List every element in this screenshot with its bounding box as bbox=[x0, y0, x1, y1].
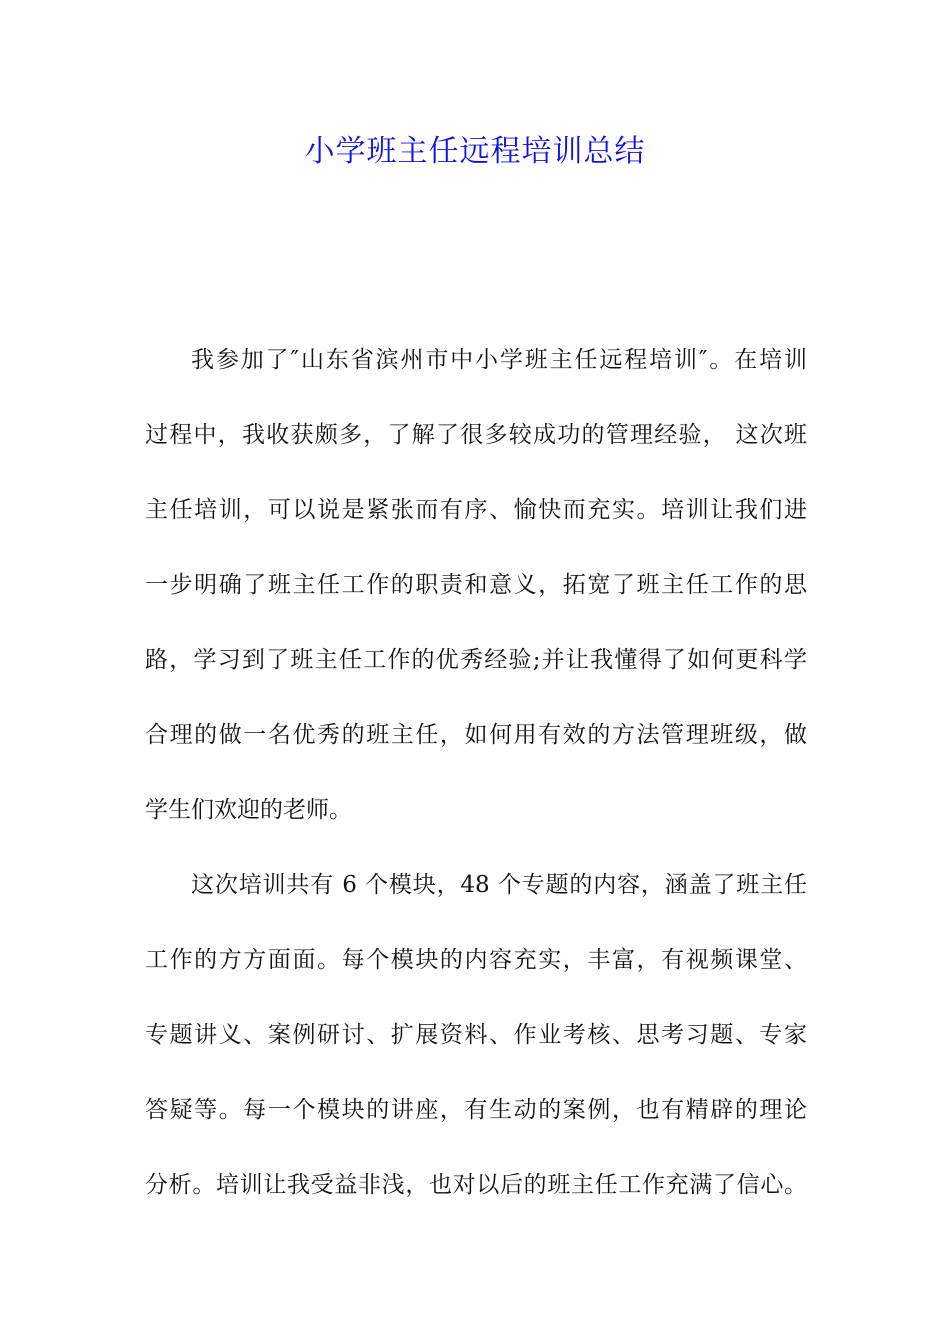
text-line: 分析。培训让我受益非浅，也对以后的班主任工作充满了信心。 bbox=[145, 1172, 807, 1198]
document-body bbox=[145, 336, 807, 1236]
text-line: 答疑等。每一个模块的讲座，有生动的案例，也有精辟的理论 bbox=[145, 1097, 807, 1123]
text-line: 我参加了″山东省滨州市中小学班主任远程培训″。在培训 bbox=[191, 347, 807, 373]
text-line: 路，学习到了班主任工作的优秀经验;并让我懂得了如何更科学 bbox=[145, 647, 807, 673]
document-title: 小学班主任远程培训总结 bbox=[304, 134, 646, 169]
paragraph-1 bbox=[145, 336, 807, 834]
text-line: 这次培训共有 6 个模块，48 个专题的内容，涵盖了班主任 bbox=[191, 872, 807, 898]
text-line: 主任培训，可以说是紧张而有序、愉快而充实。培训让我们进 bbox=[145, 497, 807, 523]
text-line: 学生们欢迎的老师。 bbox=[145, 797, 352, 823]
text-line: 一步明确了班主任工作的职责和意义，拓宽了班主任工作的思 bbox=[145, 572, 807, 598]
text-line: 合理的做一名优秀的班主任，如何用有效的方法管理班级，做 bbox=[145, 722, 807, 748]
paragraph-2 bbox=[145, 861, 807, 1209]
text-line: 工作的方方面面。每个模块的内容充实，丰富，有视频课堂、 bbox=[145, 947, 807, 973]
text-line: 专题讲义、案例研讨、扩展资料、作业考核、思考习题、专家 bbox=[145, 1022, 807, 1048]
text-line: 过程中，我收获颇多，了解了很多较成功的管理经验， 这次班 bbox=[145, 422, 807, 448]
